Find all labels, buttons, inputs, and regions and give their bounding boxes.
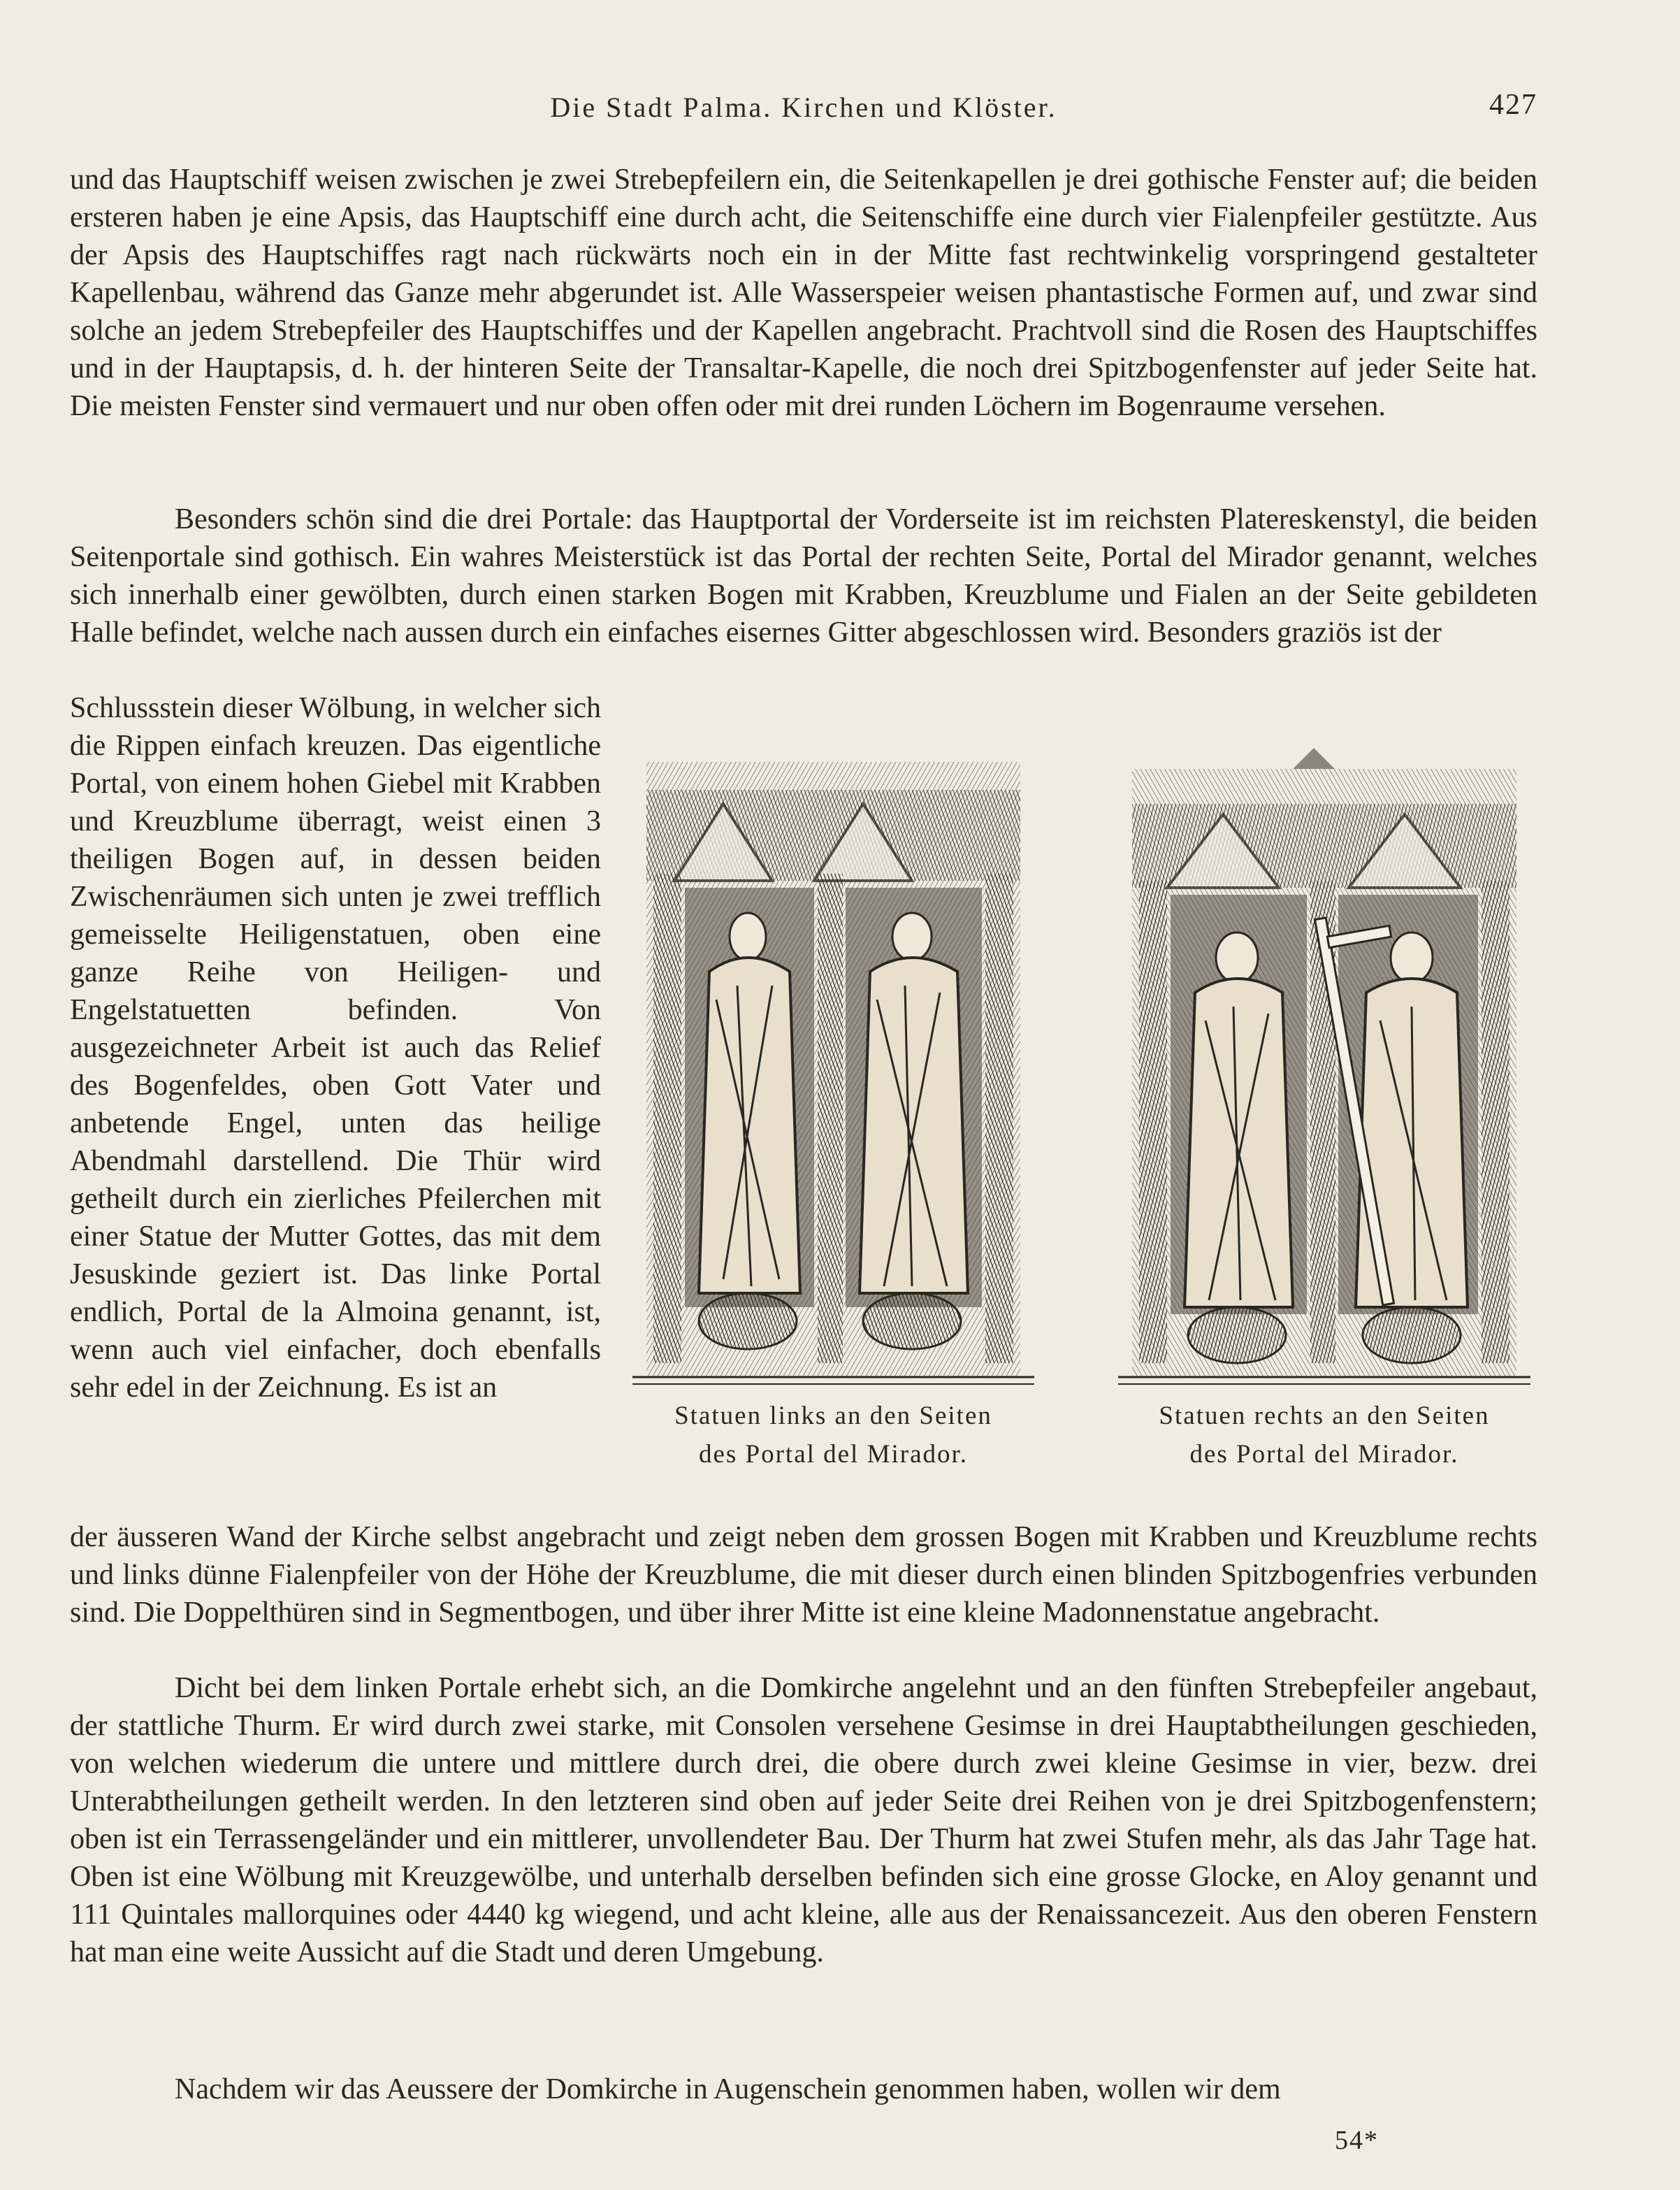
engraving-statues-right xyxy=(1118,748,1530,1391)
tower-paragraph xyxy=(70,1669,1537,1971)
portals-paragraph-rest xyxy=(70,1518,1537,1631)
page-number: 427 xyxy=(1489,89,1537,121)
caption-left xyxy=(615,1397,1052,1474)
last-paragraph xyxy=(70,2070,1537,2108)
engraving-statues-left xyxy=(632,748,1034,1391)
caption-left-line1: Statuen links an den Seiten xyxy=(674,1402,992,1430)
caption-right-line2: des Portal del Mirador. xyxy=(1189,1440,1459,1469)
caption-right xyxy=(1101,1397,1548,1474)
caption-left-line2: des Portal del Mirador. xyxy=(698,1440,969,1469)
intro-text: und das Hauptschiff weisen zwischen je zwei Strebepfeilern ein, die Seitenkapellen je drei gothische Fenster auf; die beiden ersteren haben je eine Apsis, das Hauptschiff eine durch acht, die Seitenschiffe eine durch vier Fialenpfeiler gestützte. Aus der Apsis des Hauptschiffes ragt nach rückwärts noch ein in der Mitte fast rechtwinkelig vorspringend gestalteter Kapellenbau, während das Ganze mehr abgerundet ist. Alle Wasserspeier weisen phantastische Formen auf, und zwar sind solche an jedem Strebepfeiler des Hauptschiffes und der Kapellen angebracht. Prachtvoll sind die Rosen des Hauptschiffes und in der Hauptapsis, d. h. der hinteren Seite der Transaltar-Kapelle, die noch drei Spitzbogenfenster auf jeder Seite hat. Die meisten Fenster sind vermauert und nur oben offen oder mit drei runden Löchern im Bogenraume versehen. xyxy=(70,164,1537,422)
intro-paragraph xyxy=(70,161,1537,425)
portals-paragraph-full xyxy=(70,500,1537,651)
caption-right-line1: Statuen rechts an den Seiten xyxy=(1159,1402,1490,1430)
portals-paragraph-narrow xyxy=(70,689,601,1406)
portals-text-full: Besonders schön sind die drei Portale: das Hauptportal der Vorderseite ist im reichsten Platereskenstyl, die beiden Seitenportale sind gothisch. Ein wahres Meisterstück ist das Portal der rechten Seite, Portal del Mirador genannt, welches sich innerhalb einer gewölbten, durch einen starken Bogen mit Krabben, Kreuzblume und Fialen an der Seite gebildeten Halle befindet, welche nach aussen durch ein einfaches eisernes Gitter abgeschlossen wird. Besonders graziös ist der xyxy=(70,503,1537,649)
portals-text-narrow: Schlussstein dieser Wölbung, in welcher sich die Rippen einfach kreuzen. Das eigentliche Portal, von einem hohen Giebel mit Krabben und Kreuzblume überragt, weist einen 3 theiligen Bogen auf, in dessen beiden Zwischenräumen sich unten je zwei trefflich gemeisselte Heiligenstatuen, oben eine ganze Reihe von Heiligen- und Engelstatuetten befinden. Von ausgezeichneter Arbeit ist auch das Relief des Bogenfeldes, oben Gott Vater und anbetende Engel, unten das heilige Abendmahl darstellend. Die Thür wird getheilt durch ein zierliches Pfeilerchen mit einer Statue der Mutter Gottes, das mit dem Jesuskinde geziert ist. Das linke Portal endlich, Portal de la Almoina genannt, ist, wenn auch viel einfacher, doch ebenfalls sehr edel in der Zeichnung. Es ist an xyxy=(70,692,601,1404)
signature-mark: 54* xyxy=(1335,2126,1379,2155)
portals-text-rest: der äusseren Wand der Kirche selbst angebracht und zeigt neben dem grossen Bogen mit Krabben und Kreuzblume rechts und links dünne Fialenpfeiler von der Höhe der Kreuzblume, die mit dieser durch einen blinden Spitzbogenfries verbunden sind. Die Doppelthüren sind in Segmentbogen, und über ihrer Mitte ist eine kleine Madonnenstatue angebracht. xyxy=(70,1521,1537,1629)
page-header xyxy=(70,91,1537,133)
tower-text: Dicht bei dem linken Portale erhebt sich, an die Domkirche angelehnt und an den fünften Strebepfeiler angebaut, der stattliche Thurm. Er wird durch zwei starke, mit Consolen versehene Gesimse in drei Hauptabtheilungen geschieden, von welchen wiederum die untere und mittlere durch drei, die obere durch zwei kleine Gesimse in vier, bezw. drei Unterabtheilungen getheilt werden. In den letzteren sind oben auf jeder Seite drei Reihen von je drei Spitzbogenfenstern; oben ist ein Terrassengeländer und ein mittlerer, unvollendeter Bau. Der Thurm hat zwei Stufen mehr, als das Jahr Tage hat. Oben ist eine Wölbung mit Kreuzgewölbe, und unterhalb derselben befinden sich eine grosse Glocke, en Aloy genannt und 111 Quintales mallorquines oder 4440 kg wiegend, und acht kleine, alle aus der Renaissancezeit. Aus den oberen Fenstern hat man eine weite Aussicht auf die Stadt und deren Umgebung. xyxy=(70,1672,1537,1968)
last-line-text: Nachdem wir das Aeussere der Domkirche in Augenschein genommen haben, wollen wir dem xyxy=(175,2073,1281,2105)
running-title: Die Stadt Palma. Kirchen und Klöster. xyxy=(550,92,1057,123)
figure-left xyxy=(632,748,1034,1391)
figure-right xyxy=(1118,748,1530,1391)
